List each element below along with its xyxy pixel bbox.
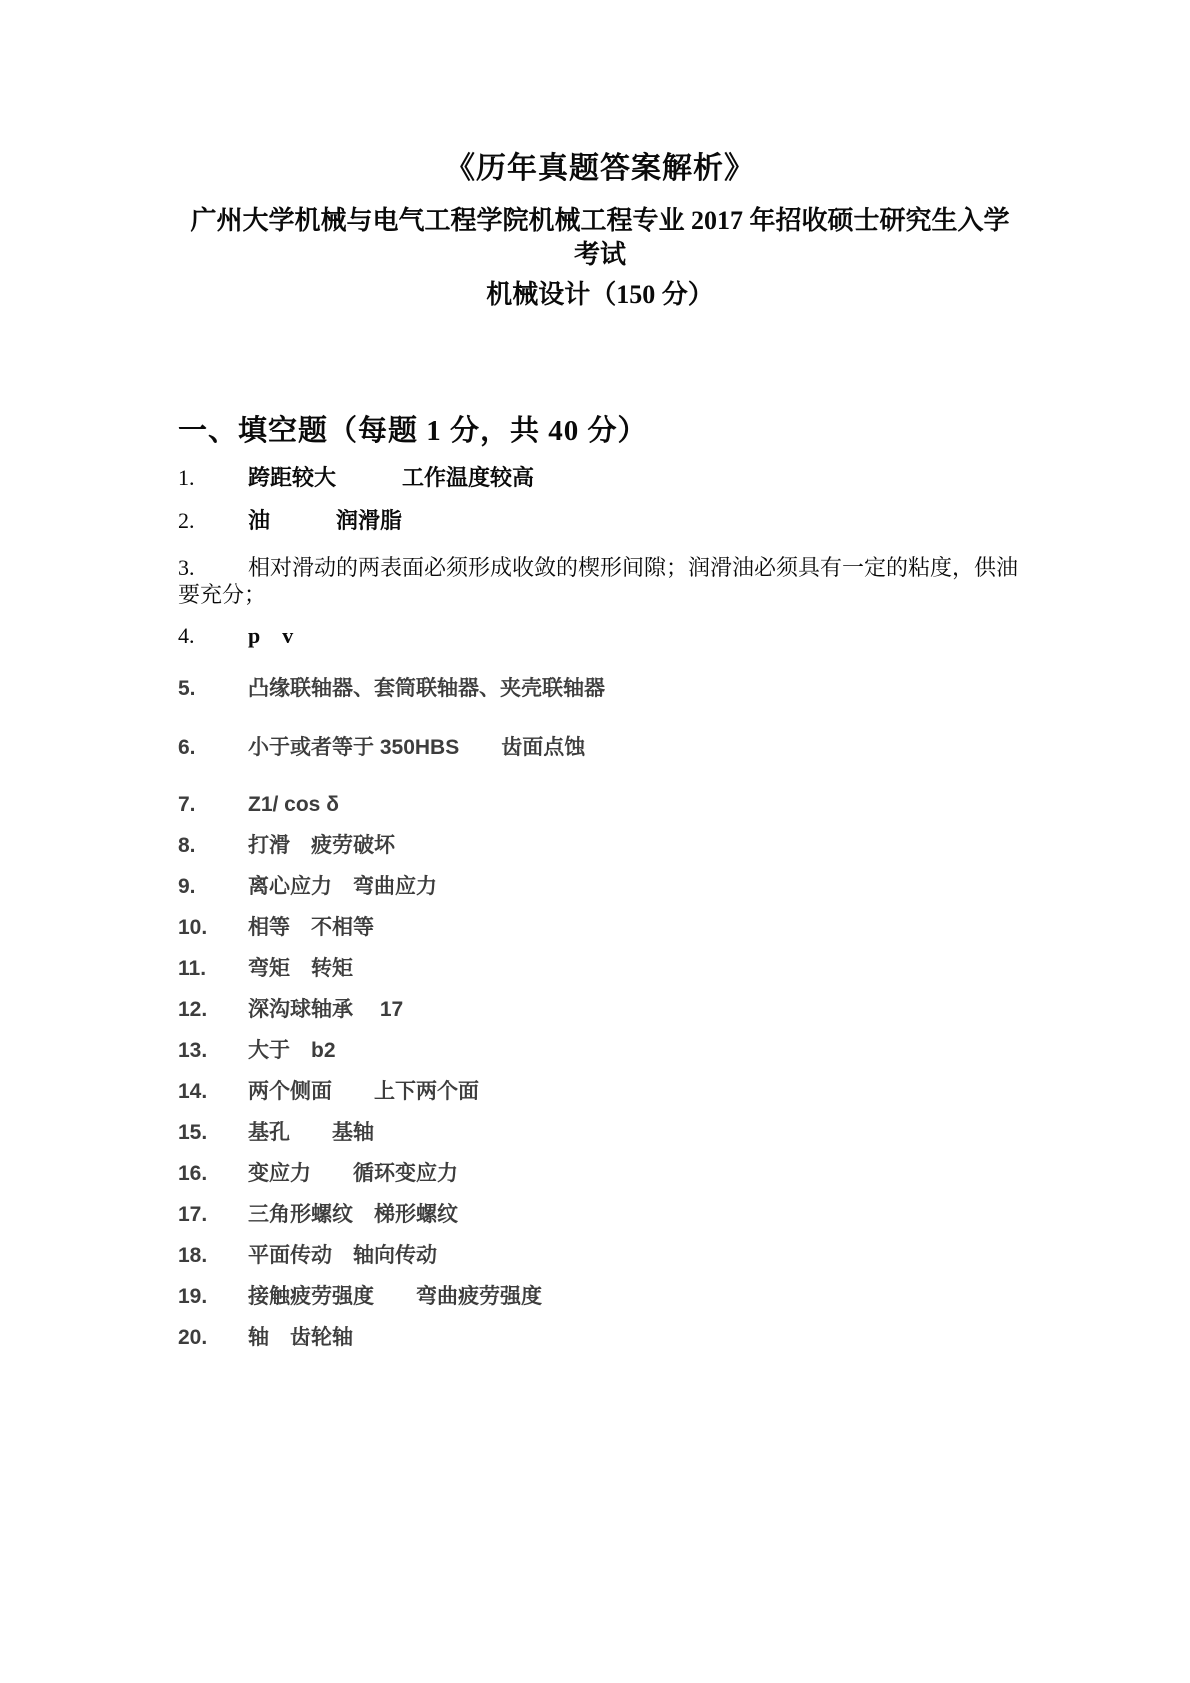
item-number: 20. (178, 1326, 208, 1349)
answer-item (178, 1242, 1022, 1269)
item-answer: 油 润滑脂 (248, 508, 403, 533)
item-number: 5. (178, 677, 196, 700)
answer-item (178, 1119, 1022, 1146)
answer-item (178, 914, 1022, 941)
item-number: 13. (178, 1039, 208, 1062)
item-answer: 弯矩 转矩 (248, 957, 353, 980)
item-answer: 平面传动 轴向传动 (248, 1244, 437, 1267)
answer-item (178, 1160, 1022, 1187)
item-number: 8. (178, 834, 196, 857)
item-number: 17. (178, 1203, 208, 1226)
answer-item (178, 1037, 1022, 1064)
answer-item (178, 832, 1022, 859)
answer-item (178, 1201, 1022, 1228)
answer-item (178, 499, 1000, 542)
item-number: 7. (178, 793, 196, 816)
item-number: 19. (178, 1285, 208, 1308)
section-heading: 一、填空题（每题 1 分，共 40 分） (178, 415, 648, 447)
item-answer: 变应力 循环变应力 (248, 1162, 458, 1185)
item-answer: 轴 齿轮轴 (248, 1326, 353, 1349)
item-number: 16. (178, 1162, 208, 1185)
item-number: 14. (178, 1080, 208, 1103)
item-answer: 小于或者等于 350HBS 齿面点蚀 (248, 736, 586, 759)
item-answer: p v (248, 623, 294, 648)
answer-item (178, 554, 1022, 608)
item-number: 9. (178, 875, 196, 898)
answer-item (178, 1283, 1022, 1310)
item-answer: 基孔 基轴 (248, 1121, 374, 1144)
item-number: 12. (178, 998, 208, 1021)
answer-item (178, 955, 1022, 982)
item-answer: 深沟球轴承 17 (248, 998, 404, 1021)
doc-subtitle: 广州大学机械与电气工程学院机械工程专业 2017 年招收硕士研究生入学考试 (190, 206, 1010, 269)
doc-subject-line: 机械设计（150 分） (486, 280, 714, 309)
item-number: 15. (178, 1121, 208, 1144)
item-answer: Z1/ cos δ (248, 793, 339, 816)
answer-list (178, 464, 1022, 1351)
item-number: 10. (178, 916, 208, 939)
answer-item (178, 734, 1022, 761)
answer-item (178, 622, 1022, 649)
item-answer: 三角形螺纹 梯形螺纹 (248, 1203, 458, 1226)
answer-item (178, 1324, 1022, 1351)
answer-item (178, 873, 1022, 900)
answer-item (178, 996, 1022, 1023)
item-answer: 相等 不相等 (248, 916, 374, 939)
answer-item (178, 791, 1022, 818)
item-answer: 接触疲劳强度 弯曲疲劳强度 (248, 1285, 542, 1308)
item-number: 11. (178, 957, 207, 980)
item-answer: 两个侧面 上下两个面 (248, 1080, 479, 1103)
item-number: 3. (178, 555, 195, 580)
item-number: 4. (178, 623, 195, 648)
item-answer: 大于 b2 (248, 1039, 336, 1062)
answer-item (178, 464, 1022, 491)
item-answer: 相对滑动的两表面必须形成收敛的楔形间隙；润滑油必须具有一定的粘度，供油要充分； (178, 555, 1019, 607)
item-number: 2. (178, 508, 195, 533)
item-number: 18. (178, 1244, 208, 1267)
answer-item (178, 1078, 1022, 1105)
item-answer: 凸缘联轴器、套筒联轴器、夹壳联轴器 (248, 677, 605, 700)
item-answer: 离心应力 弯曲应力 (248, 875, 437, 898)
doc-title: 《历年真题答案解析》 (445, 152, 755, 185)
item-number: 1. (178, 465, 195, 490)
answer-item (178, 675, 1022, 702)
item-answer: 跨距较大 工作温度较高 (248, 465, 535, 490)
item-answer: 打滑 疲劳破坏 (248, 834, 395, 857)
item-number: 6. (178, 736, 196, 759)
